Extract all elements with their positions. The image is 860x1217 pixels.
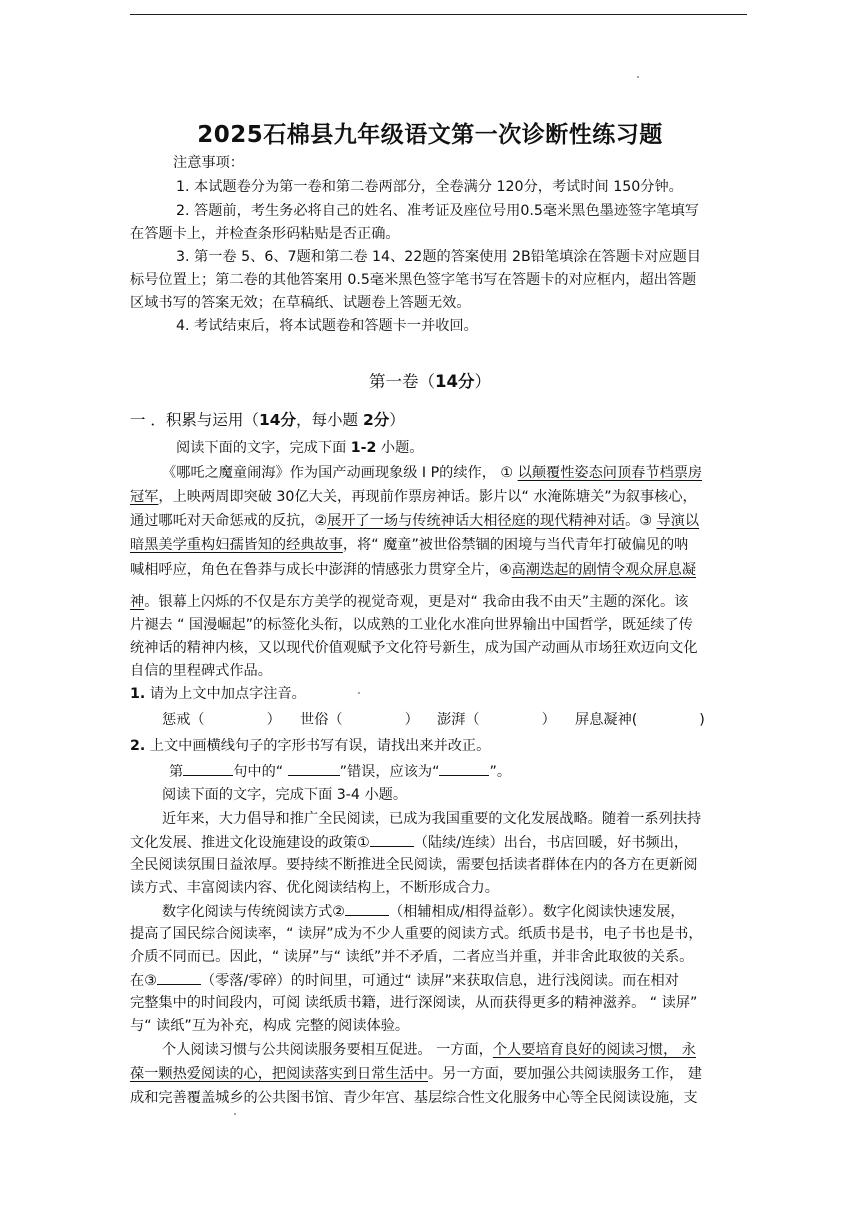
pinyin-blank-2[interactable]: 世俗（ ） xyxy=(300,712,419,728)
blank-3[interactable] xyxy=(157,970,201,985)
passage-2-line: 完整集中的时间段内，可阅 读纸质书籍，进行深阅读，从而获得更多的精神滋养。 “ 读屏” xyxy=(130,995,698,1011)
passage-1-line: 《哪吒之魔童闹海》作为国产动画现象级 I P的续作， ① 以颠覆性姿态问顶春节档票房 xyxy=(162,465,703,481)
scan-speck xyxy=(637,76,639,78)
reading-2-instruction: 阅读下面的文字，完成下面 3-4 小题。 xyxy=(162,787,408,803)
passage-2-line: 全民阅读氛围日益浓厚。要持续不断推进全民阅读，需要包括读者群体在内的各方在更新阅 xyxy=(130,857,698,873)
pinyin-blank-1[interactable]: 惩戒（ ） xyxy=(162,712,281,728)
passage-2-line: 个人阅读习惯与公共阅读服务要相互促进。 一方面，个人要培育良好的阅读习惯， 永 xyxy=(162,1042,696,1058)
answer-blank-correct[interactable] xyxy=(439,761,489,776)
passage-1-line: 自信的里程碑式作品。 xyxy=(130,663,272,679)
section-title: 第一卷（14分） xyxy=(369,372,491,391)
notice-item-3-line-2: 标号位置上；第二卷的其他答案用 0.5毫米黑色签字笔书写在答题卡的对应框内，超出答题 xyxy=(130,272,697,288)
passage-2-line: 介质不同而已。因此，“ 读屏”与“ 读纸”并不矛盾，二者应当并重，并非舍此取彼的关系。 xyxy=(130,949,694,965)
passage-1-line: 喊相呼应，角色在鲁莽与成长中澎湃的情感张力贯穿全片，④高潮迭起的剧情令观众屏息凝 xyxy=(130,562,697,578)
passage-2-line: 近年来，大力倡导和推广全民阅读，已成为我国重要的文化发展战略。随着一系列扶持 xyxy=(162,811,702,827)
passage-2-line: 数字化阅读与传统阅读方式② （相辅相成/相得益彰）。数字化阅读快速发展， xyxy=(162,901,685,922)
passage-2-line: 与“ 读纸”互为补充，构成 完整的阅读体验。 xyxy=(130,1018,410,1034)
notice-item-2-line-1: 2. 答题前，考生务必将自己的姓名、准考证及座位号用0.5毫米黑色墨迹签字笔填写 xyxy=(176,203,699,219)
pinyin-blank-4[interactable]: 屏息凝神( ) xyxy=(575,712,705,728)
notice-item-4: 4. 考试结束后，将本试题卷和答题卡一并收回。 xyxy=(176,318,478,334)
notice-heading: 注意事项： xyxy=(173,155,244,171)
reading-1-instruction: 阅读下面的文字，完成下面 1-2 小题。 xyxy=(176,440,424,456)
passage-1-line: 通过哪吒对天命惩戒的反抗，②展开了一场与传统神话大相径庭的现代精神对话。③ 导演以 xyxy=(130,513,700,529)
passage-1-line: 神。银幕上闪烁的不仅是东方美学的视觉奇观，更是对“ 我命由我不由天”主题的深化。该 xyxy=(130,594,689,610)
exam-title: 2025石棉县九年级语文第一次诊断性练习题 xyxy=(197,122,663,148)
notice-item-3-line-1: 3. 第一卷 5、6、7题和第二卷 14、22题的答案使用 2B铅笔填涂在答题卡对应题目 xyxy=(176,249,701,265)
blank-1[interactable] xyxy=(370,832,414,847)
notice-item-2-line-2: 在答题卡上，并检查条形码粘贴是否正确。 xyxy=(130,226,400,242)
passage-1-line: 片褪去 “ 国漫崛起”的标签化头衔，以成熟的工业化水准向世界输出中国哲学，既延续了传 xyxy=(130,617,693,633)
passage-2-line: 成和完善覆盖城乡的公共图书馆、青少年宫、基层综合性文化服务中心等全民阅读设施，支 xyxy=(130,1090,698,1106)
answer-blank-sentence[interactable] xyxy=(183,761,233,776)
passage-2-line: 葆一颗热爱阅读的心，把阅读落实到日常生活中。另一方面，要加强公共阅读服务工作， 建 xyxy=(130,1066,703,1082)
passage-1-line: 冠军，上映两周即突破 30亿大关，再现前作票房神话。影片以“ 水淹陈塘关”为叙事核心， xyxy=(130,489,697,505)
blank-2[interactable] xyxy=(345,901,389,916)
passage-2-line: 文化发展、推进文化设施建设的政策① （陆续/连续）出台，书店回暖，好书频出， xyxy=(130,832,688,853)
question-1: 1. 请为上文中加点字注音。 xyxy=(130,686,306,702)
question-2-answer-line: 第 句中的“ ”错误，应该为“ ”。 xyxy=(169,761,511,782)
notice-item-3-line-3: 区域书写的答案无效；在草稿纸、试题卷上答题无效。 xyxy=(130,295,471,311)
passage-2-line: 提高了国民综合阅读率，“ 读屏”成为不少人重要的阅读方式。纸质书是书，电子书也是书， xyxy=(130,926,703,942)
part-1-heading: 一 ．积累与运用（14分，每小题 2分） xyxy=(130,411,405,429)
passage-1-line: 暗黑美学重构妇孺皆知的经典故事，将“ 魔童”被世俗禁锢的困境与当代青年打破偏见的呐 xyxy=(130,537,689,553)
scan-speck xyxy=(358,692,360,694)
passage-1-line: 统神话的精神内核，又以现代价值观赋予文化符号新生，成为国产动画从市场狂欢迈向文化 xyxy=(130,640,698,656)
pinyin-blank-3[interactable]: 澎湃（ ） xyxy=(437,712,556,728)
passage-2-line: 读方式、丰富阅读内容、优化阅读结构上，不断形成合力。 xyxy=(130,880,499,896)
passage-2-line: 在③ （零落/零碎）的时间里，可通过“ 读屏”来获取信息，进行浅阅读。而在相对 xyxy=(130,970,679,991)
answer-blank-wrong[interactable] xyxy=(288,761,340,776)
scan-speck xyxy=(234,1113,236,1115)
notice-item-1: 1. 本试题卷分为第一卷和第二卷两部分，全卷满分 120分，考试时间 150分钟。 xyxy=(176,179,683,195)
question-2: 2. 上文中画横线句子的字形书写有误，请找出来并改正。 xyxy=(130,738,491,754)
header-rule xyxy=(130,14,747,15)
